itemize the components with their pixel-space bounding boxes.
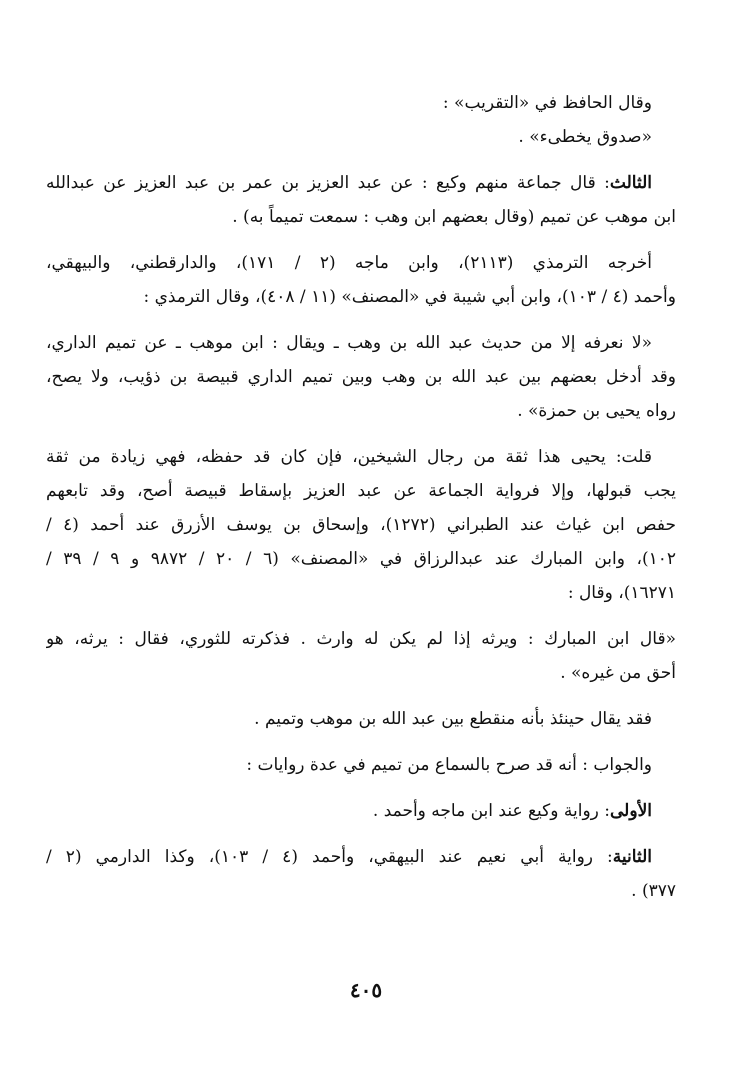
section-lead: الثالث [609,173,652,193]
page-number: ٤٠٥ [349,978,383,1002]
text-line: ١٠٢)، وابن المبارك عند عبدالرزاق في «المصنف» (٦ / ٢٠ / ٩٨٧٢ و ٩ / ٣٩ / [46,549,676,569]
text-line: وأحمد (٤ / ١٠٣)، وابن أبي شيبة في «المصنف» (١١ / ٤٠٨)، وقال الترمذي : [143,287,676,307]
paragraph-ibn-mubarak-quote [46,622,676,690]
section-lead: الأولى [610,801,652,821]
text-line: أخرجه الترمذي (٢١١٣)، وابن ماجه (٢ / ١٧١)، والدارقطني، والبيهقي، [46,253,652,273]
text-line: «قال ابن المبارك : ويرثه إذا لم يكن له وارث . فذكرته للثوري، فقال : يرثه، هو [46,629,676,649]
text-line: أحق من غيره» . [560,663,676,683]
text-line [46,166,676,200]
paragraph-first [46,794,676,828]
paragraph-second [46,840,676,908]
paragraph-takhrij [46,246,676,314]
text-line: فقد يقال حينئذ بأنه منقطع بين عبد الله بن موهب وتميم . [254,709,652,729]
text-line: رواه يحيى بن حمزة» . [517,401,676,421]
text-line: حفص ابن غياث عند الطبراني (١٢٧٢)، وإسحاق بن يوسف الأزرق عند أحمد (٤ / [46,515,676,535]
paragraph-qultu [46,440,676,610]
text-line: ابن موهب عن تميم (وقال بعضهم ابن وهب : سمعت تميماً به) . [232,207,676,227]
text-line: ١٦٢٧١)، وقال : [567,583,676,603]
section-lead: الثانية [612,847,652,867]
text-line: «لا نعرفه إلا من حديث عبد الله بن وهب ـ ويقال : ابن موهب ـ عن تميم الداري، [46,333,652,353]
text-run: : رواية أبي نعيم عند البيهقي، وأحمد (٤ / ١٠٣)، وكذا الدارمي (٢ / [46,847,613,867]
text-line: وقد أدخل بعضهم بين عبد الله بن وهب وبين تميم الداري قبيصة بن ذؤيب، ولا يصح، [46,367,676,387]
paragraph-jawab [46,748,676,782]
text-line: والجواب : أنه قد صرح بالسماع من تميم في عدة روايات : [246,755,652,775]
text-line: ٣٧٧) . [631,881,676,901]
paragraph-tirmidhi-quote [46,326,676,428]
paragraph-taqrib-quote [46,86,676,154]
text-run: : رواية وكيع عند ابن ماجه وأحمد . [372,801,611,821]
page-body [46,86,676,908]
text-line: وقال الحافظ في «التقريب» : [442,93,652,113]
text-line: يجب قبولها، وإلا فرواية الجماعة عن عبد العزيز بإسقاط قبيصة أصح، وقد تابعهم [46,481,676,501]
paragraph-third [46,166,676,234]
text-line: قلت: يحيى هذا ثقة من رجال الشيخين، فإن كان قد حفظه، فهي زيادة من ثقة [46,447,652,467]
text-run: : قال جماعة منهم وكيع : عن عبد العزيز بن عمر بن عبد العزيز عن عبدالله [46,173,610,193]
text-line [46,794,676,828]
text-line: «صدوق يخطىء» . [518,127,652,147]
paragraph-munqati [46,702,676,736]
text-line [46,840,676,874]
